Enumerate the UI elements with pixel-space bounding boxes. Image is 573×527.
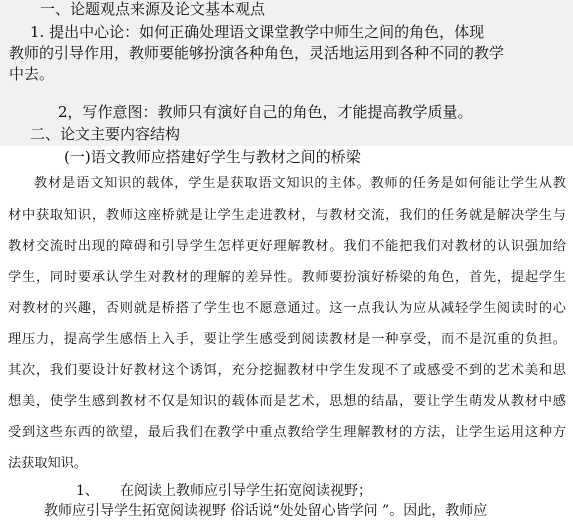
section1-heading: 一、论题观点来源及论文基本观点 <box>40 0 266 18</box>
point1-line-1: 1. 提出中心论：如何正确处理语文课堂教学中师生之间的角色，体现 <box>30 23 485 41</box>
item1-text: 在阅读上教师应引导学生拓宽阅读视野； <box>120 483 372 499</box>
body-line: 理压力，提高学生感悟上入手，要让学生感受到阅读教材是一种享受，而不是沉重的负担。 <box>8 332 566 347</box>
body-line: 想美，使学生感到教材不仅是知识的载体而是艺术，思想的结晶，要让学生萌发从教材中感 <box>8 394 566 409</box>
body-line: 对教材的兴趣，否则就是桥搭了学生也不愿意通过。这一点我认为应从减轻学生阅读时的心 <box>8 301 566 316</box>
body-line: 教材是语文知识的载体，学生是获取语文知识的主体。教师的任务是如何能让学生从教 <box>34 176 566 191</box>
point2-line: 2，写作意图：教师只有演好自己的角色，才能提高教学质量。 <box>58 103 473 121</box>
item1-number: 1、 <box>76 483 99 499</box>
point1-line-2: 教师的引导作用，教师要能够扮演各种角色，灵活地运用到各种不同的教学 <box>9 44 505 62</box>
section2-subheading: (一)语文教师应搭建好学生与教材之间的桥梁 <box>64 148 361 166</box>
point1-line-3: 中去。 <box>9 65 55 83</box>
body-line: 其次，我们要设计好教材这个诱饵，充分挖掘教材中学生发现不了或感受不到的艺术美和思 <box>8 363 566 378</box>
section2-heading: 二、论文主要内容结构 <box>30 125 181 143</box>
body-line: 受到这些东西的欲望，最后我们在教学中重点教给学生理解教材的方法，让学生运用这种方 <box>8 425 566 440</box>
item1-body: 教师应引导学生拓宽阅读视野 俗话说“处处留心皆学问 ”。因此，教师应 <box>44 503 488 519</box>
body-line: 学生，同时要承认学生对教材的理解的差异性。教师要扮演好桥梁的角色，首先，提起学生 <box>8 270 566 285</box>
body-line: 法获取知识。 <box>8 456 88 471</box>
body-line: 材中获取知识，教师这座桥就是让学生走进教材，与教材交流，我们的任务就是解决学生与 <box>8 208 566 223</box>
body-line: 教材交流时出现的障碍和引导学生怎样更好理解教材。我们不能把我们对教材的认识强加给 <box>8 239 566 254</box>
